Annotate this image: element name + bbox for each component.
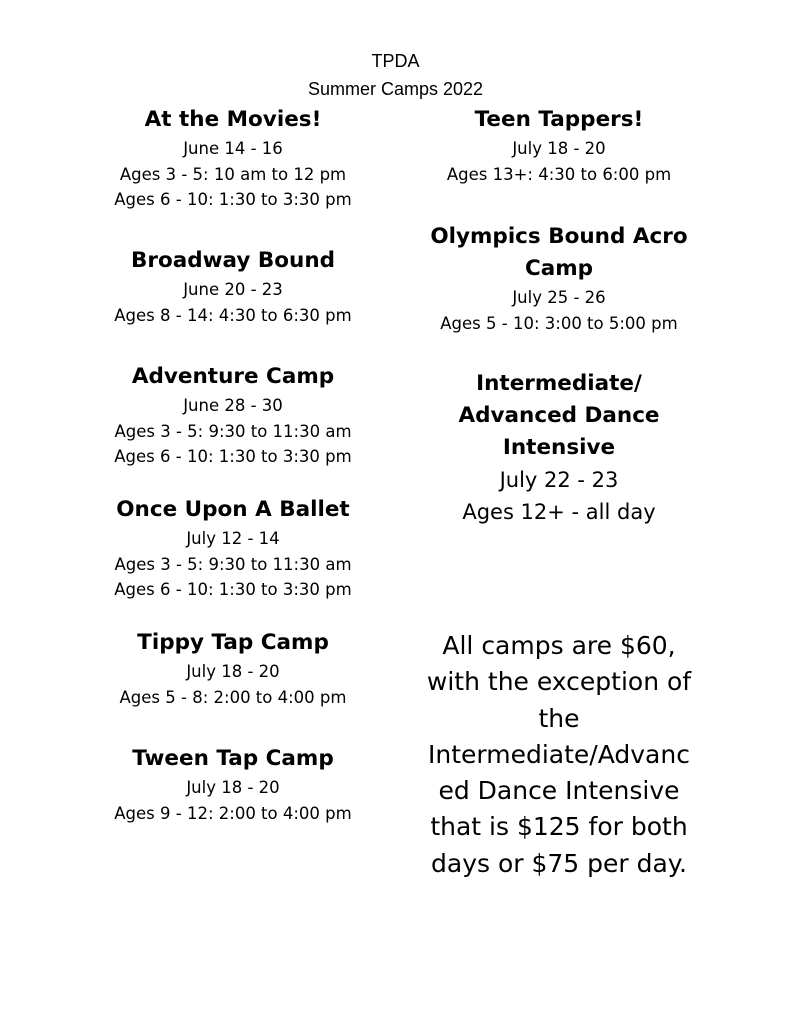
pricing-note: [398, 628, 720, 882]
camp-schedule: Ages 3 - 5: 10 am to 12 pm: [119, 164, 347, 184]
pricing-note-line: the: [538, 703, 580, 733]
camp-schedule: Ages 6 - 10: 1:30 to 3:30 pm: [114, 580, 352, 599]
camp-schedule: Ages 5 - 10: 3:00 to 5:00 pm: [440, 313, 678, 333]
camp-schedule: Ages 6 - 10: 1:30 to 3:30 pm: [114, 190, 352, 209]
camp-dates: June 20 - 23: [183, 280, 283, 299]
camp-schedule: Ages 13+: 4:30 to 6:00 pm: [446, 164, 672, 184]
camp-title: Tippy Tap Camp: [137, 630, 329, 655]
camp-schedule: Ages 3 - 5: 9:30 to 11:30 am: [114, 421, 352, 441]
pricing-note-line: days or $75 per day.: [431, 848, 687, 878]
camp-title: Intensive: [502, 435, 616, 460]
camp-block: [70, 627, 396, 710]
camp-block: [70, 494, 396, 603]
camp-block: [70, 743, 396, 826]
camp-block: [398, 104, 720, 187]
camp-dates: June 14 - 16: [183, 139, 283, 158]
camp-dates: July 18 - 20: [186, 778, 280, 797]
camp-title: At the Movies!: [144, 107, 322, 132]
camp-title: Tween Tap Camp: [132, 746, 334, 771]
camp-schedule: Ages 12+ - all day: [462, 500, 656, 524]
camp-dates: July 25 - 26: [512, 288, 606, 307]
camp-dates: July 12 - 14: [186, 529, 280, 548]
camp-schedule: Ages 5 - 8: 2:00 to 4:00 pm: [119, 687, 347, 707]
camp-block: [70, 245, 396, 328]
camp-title: Olympics Bound Acro: [430, 224, 688, 249]
camp-dates: July 18 - 20: [512, 139, 606, 158]
pricing-note-line: with the exception of: [426, 667, 692, 697]
camp-schedule: Ages 8 - 14: 4:30 to 6:30 pm: [114, 305, 352, 325]
camp-schedule: Ages 3 - 5: 9:30 to 11:30 am: [114, 554, 352, 574]
camp-title: Adventure Camp: [131, 364, 335, 389]
pricing-note-line: Intermediate/Advanc: [428, 739, 690, 769]
camp-schedule: Ages 6 - 10: 1:30 to 3:30 pm: [114, 447, 352, 466]
document-title: TPDA: [371, 51, 420, 71]
pricing-note-line: that is $125 for both: [430, 812, 688, 842]
camp-dates: July 22 - 23: [499, 468, 619, 492]
pricing-note-line: All camps are $60,: [442, 631, 676, 660]
camp-block: [398, 221, 720, 336]
camp-title: Camp: [524, 256, 594, 281]
camp-dates: June 28 - 30: [183, 396, 283, 415]
camp-block: [398, 368, 720, 528]
camp-title: Intermediate/: [476, 371, 642, 396]
camp-title: Broadway Bound: [130, 248, 336, 273]
camp-schedule: Ages 9 - 12: 2:00 to 4:00 pm: [114, 803, 352, 823]
document-subtitle: Summer Camps 2022: [307, 79, 484, 99]
camp-block: [70, 104, 396, 213]
camp-dates: July 18 - 20: [186, 662, 280, 681]
camp-block: [70, 361, 396, 470]
camp-title: Once Upon A Ballet: [116, 497, 350, 522]
camp-title: Advanced Dance: [458, 403, 660, 428]
pricing-note-line: ed Dance Intensive: [438, 776, 680, 806]
camp-title: Teen Tappers!: [474, 107, 644, 132]
